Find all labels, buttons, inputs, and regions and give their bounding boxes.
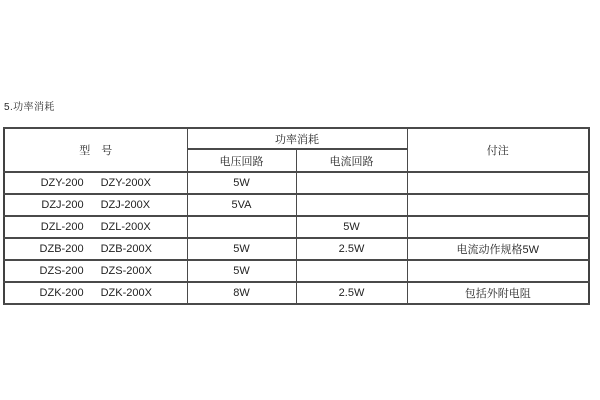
model-name: DZY-200 (40, 177, 84, 189)
power-consumption-table (3, 127, 590, 305)
model-name: DZS-200 (39, 265, 84, 277)
model-name: DZY-200X (100, 177, 151, 189)
cell-voltage: 8W (187, 282, 296, 304)
cell-note: 包括外附电阻 (407, 282, 589, 304)
cell-voltage (187, 216, 296, 238)
cell-model (4, 238, 187, 260)
cell-current (296, 172, 407, 194)
table-row (4, 282, 589, 304)
model-name: DZK-200 (39, 287, 84, 299)
col-header-current-circuit: 电流回路 (296, 149, 407, 172)
table-row (4, 260, 589, 282)
cell-voltage: 5W (187, 172, 296, 194)
cell-current: 5W (296, 216, 407, 238)
col-header-model: 型 号 (4, 128, 187, 172)
cell-current: 2.5W (296, 238, 407, 260)
model-name: DZJ-200X (100, 199, 151, 211)
cell-note (407, 172, 589, 194)
cell-note (407, 216, 589, 238)
cell-note: 电流动作规格5W (407, 238, 589, 260)
model-name: DZJ-200 (41, 199, 84, 211)
cell-current: 2.5W (296, 282, 407, 304)
col-header-notes: 付注 (407, 128, 589, 172)
cell-model (4, 172, 187, 194)
cell-model (4, 194, 187, 216)
table-row (4, 172, 589, 194)
model-name: DZS-200X (100, 265, 152, 277)
cell-current (296, 194, 407, 216)
cell-model (4, 216, 187, 238)
model-name: DZB-200 (39, 243, 84, 255)
table-row (4, 216, 589, 238)
cell-model (4, 282, 187, 304)
model-name: DZK-200X (100, 287, 152, 299)
col-header-voltage-circuit: 电压回路 (187, 149, 296, 172)
table-row (4, 194, 589, 216)
cell-note (407, 194, 589, 216)
cell-voltage: 5W (187, 238, 296, 260)
table-body (4, 172, 589, 304)
table-header (4, 128, 589, 172)
col-header-power-group: 功率消耗 (187, 128, 407, 149)
cell-voltage: 5VA (187, 194, 296, 216)
cell-model (4, 260, 187, 282)
model-name: DZL-200X (100, 221, 151, 233)
model-name: DZL-200 (40, 221, 84, 233)
cell-current (296, 260, 407, 282)
cell-voltage: 5W (187, 260, 296, 282)
table-row (4, 238, 589, 260)
cell-note (407, 260, 589, 282)
model-name: DZB-200X (100, 243, 152, 255)
header-row-top (4, 128, 589, 149)
section-title: 5.功率消耗 (4, 102, 55, 113)
